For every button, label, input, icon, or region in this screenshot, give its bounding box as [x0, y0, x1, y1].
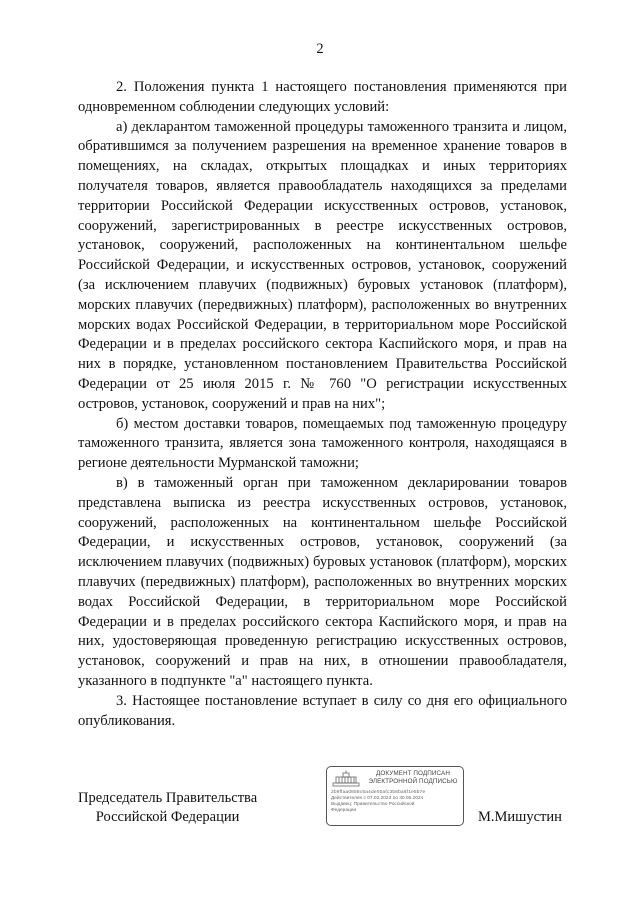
position-line-2: Российской Федерации [95, 809, 240, 825]
subparagraph-v: в) в таможенный орган при таможенном декларировании товаров представлена выписка из реестра искусственных островов, установок, сооружений, расположенных на континентальном шельфе Российской Федерации, и искусственных островов, установок, сооружений (за исключением плавучих (подвижных) буровых установок (платформ), морских плавучих (передвижных) платформ), расположенных во внутренних морских водах Российской Федерации, в территориальном море Российской Федерации и в пределах российского сектора Каспийского моря, и прав на них, удостоверяющая проведенную регистрацию искусственных островов, установок, сооружений и прав на них, в отношении правообладателя, указанного в подпункте "а" настоящего пункта. [78, 474, 567, 689]
subparagraph-b: б) местом доставки товаров, помещаемых под таможенную процедуру таможенного транзита, является зона таможенного контроля, находящаяся в регионе деятельности Мурманской таможни; [78, 415, 567, 472]
certificate-validity: Действителен с 07.02.2023 по 30.05.2024 [331, 796, 424, 801]
document-body [78, 78, 567, 731]
page-number: 2 [316, 41, 324, 57]
electronic-signature-stamp [326, 766, 464, 826]
stamp-title-line-2: ЭЛЕКТРОННОЙ ПОДПИСЬЮ [368, 777, 458, 785]
signatory-name: М.Мишустин [478, 809, 562, 825]
subparagraph-a: а) декларантом таможенной процедуры таможенного транзита и лицом, обратившимся за получением разрешения на временное хранение товаров в помещениях, на складах, открытых площадках и иных территориях получателя товаров, является правообладатель находящихся за пределами территории Российской Федерации искусственных островов, установок, сооружений, зарегистрированных в реестре искусственных островов, установок, сооружений, расположенных на континентальном шельфе Российской Федерации, и искусственных островов, установок, сооружений (за исключением плавучих (подвижных) буровых установок (платформ), морских плавучих (передвижных) платформ), расположенных во внутренних морских водах Российской Федерации, в территориальном море Российской Федерации и в пределах российского сектора Каспийского моря, и прав на них в порядке, установленном постановлением Правительства Российской Федерации от 25 июля 2015 г. № 760 "О регистрации искусственных островов, установок, сооружений и прав на них"; [78, 118, 567, 412]
stamp-title-line-1: ДОКУМЕНТ ПОДПИСАН [376, 770, 450, 777]
signatory-position [78, 789, 257, 827]
position-line-1: Председатель Правительства [78, 790, 258, 806]
certificate-issuer-line-2: Федерации [331, 808, 357, 813]
paragraph-3: 3. Настоящее постановление вступает в силу со дня его официального опубликования. [78, 692, 567, 729]
certificate-number: 2b9ffaa0858c6a4de00afc3b6ba8f1e5b7e [331, 790, 426, 795]
paragraph-2: 2. Положения пункта 1 настоящего постановления применяются при одновременном соблюдении следующих условий: [78, 79, 567, 115]
government-building-icon [331, 770, 361, 787]
certificate-issuer-line-1: Выдавец: Правительство Российской [331, 802, 415, 807]
